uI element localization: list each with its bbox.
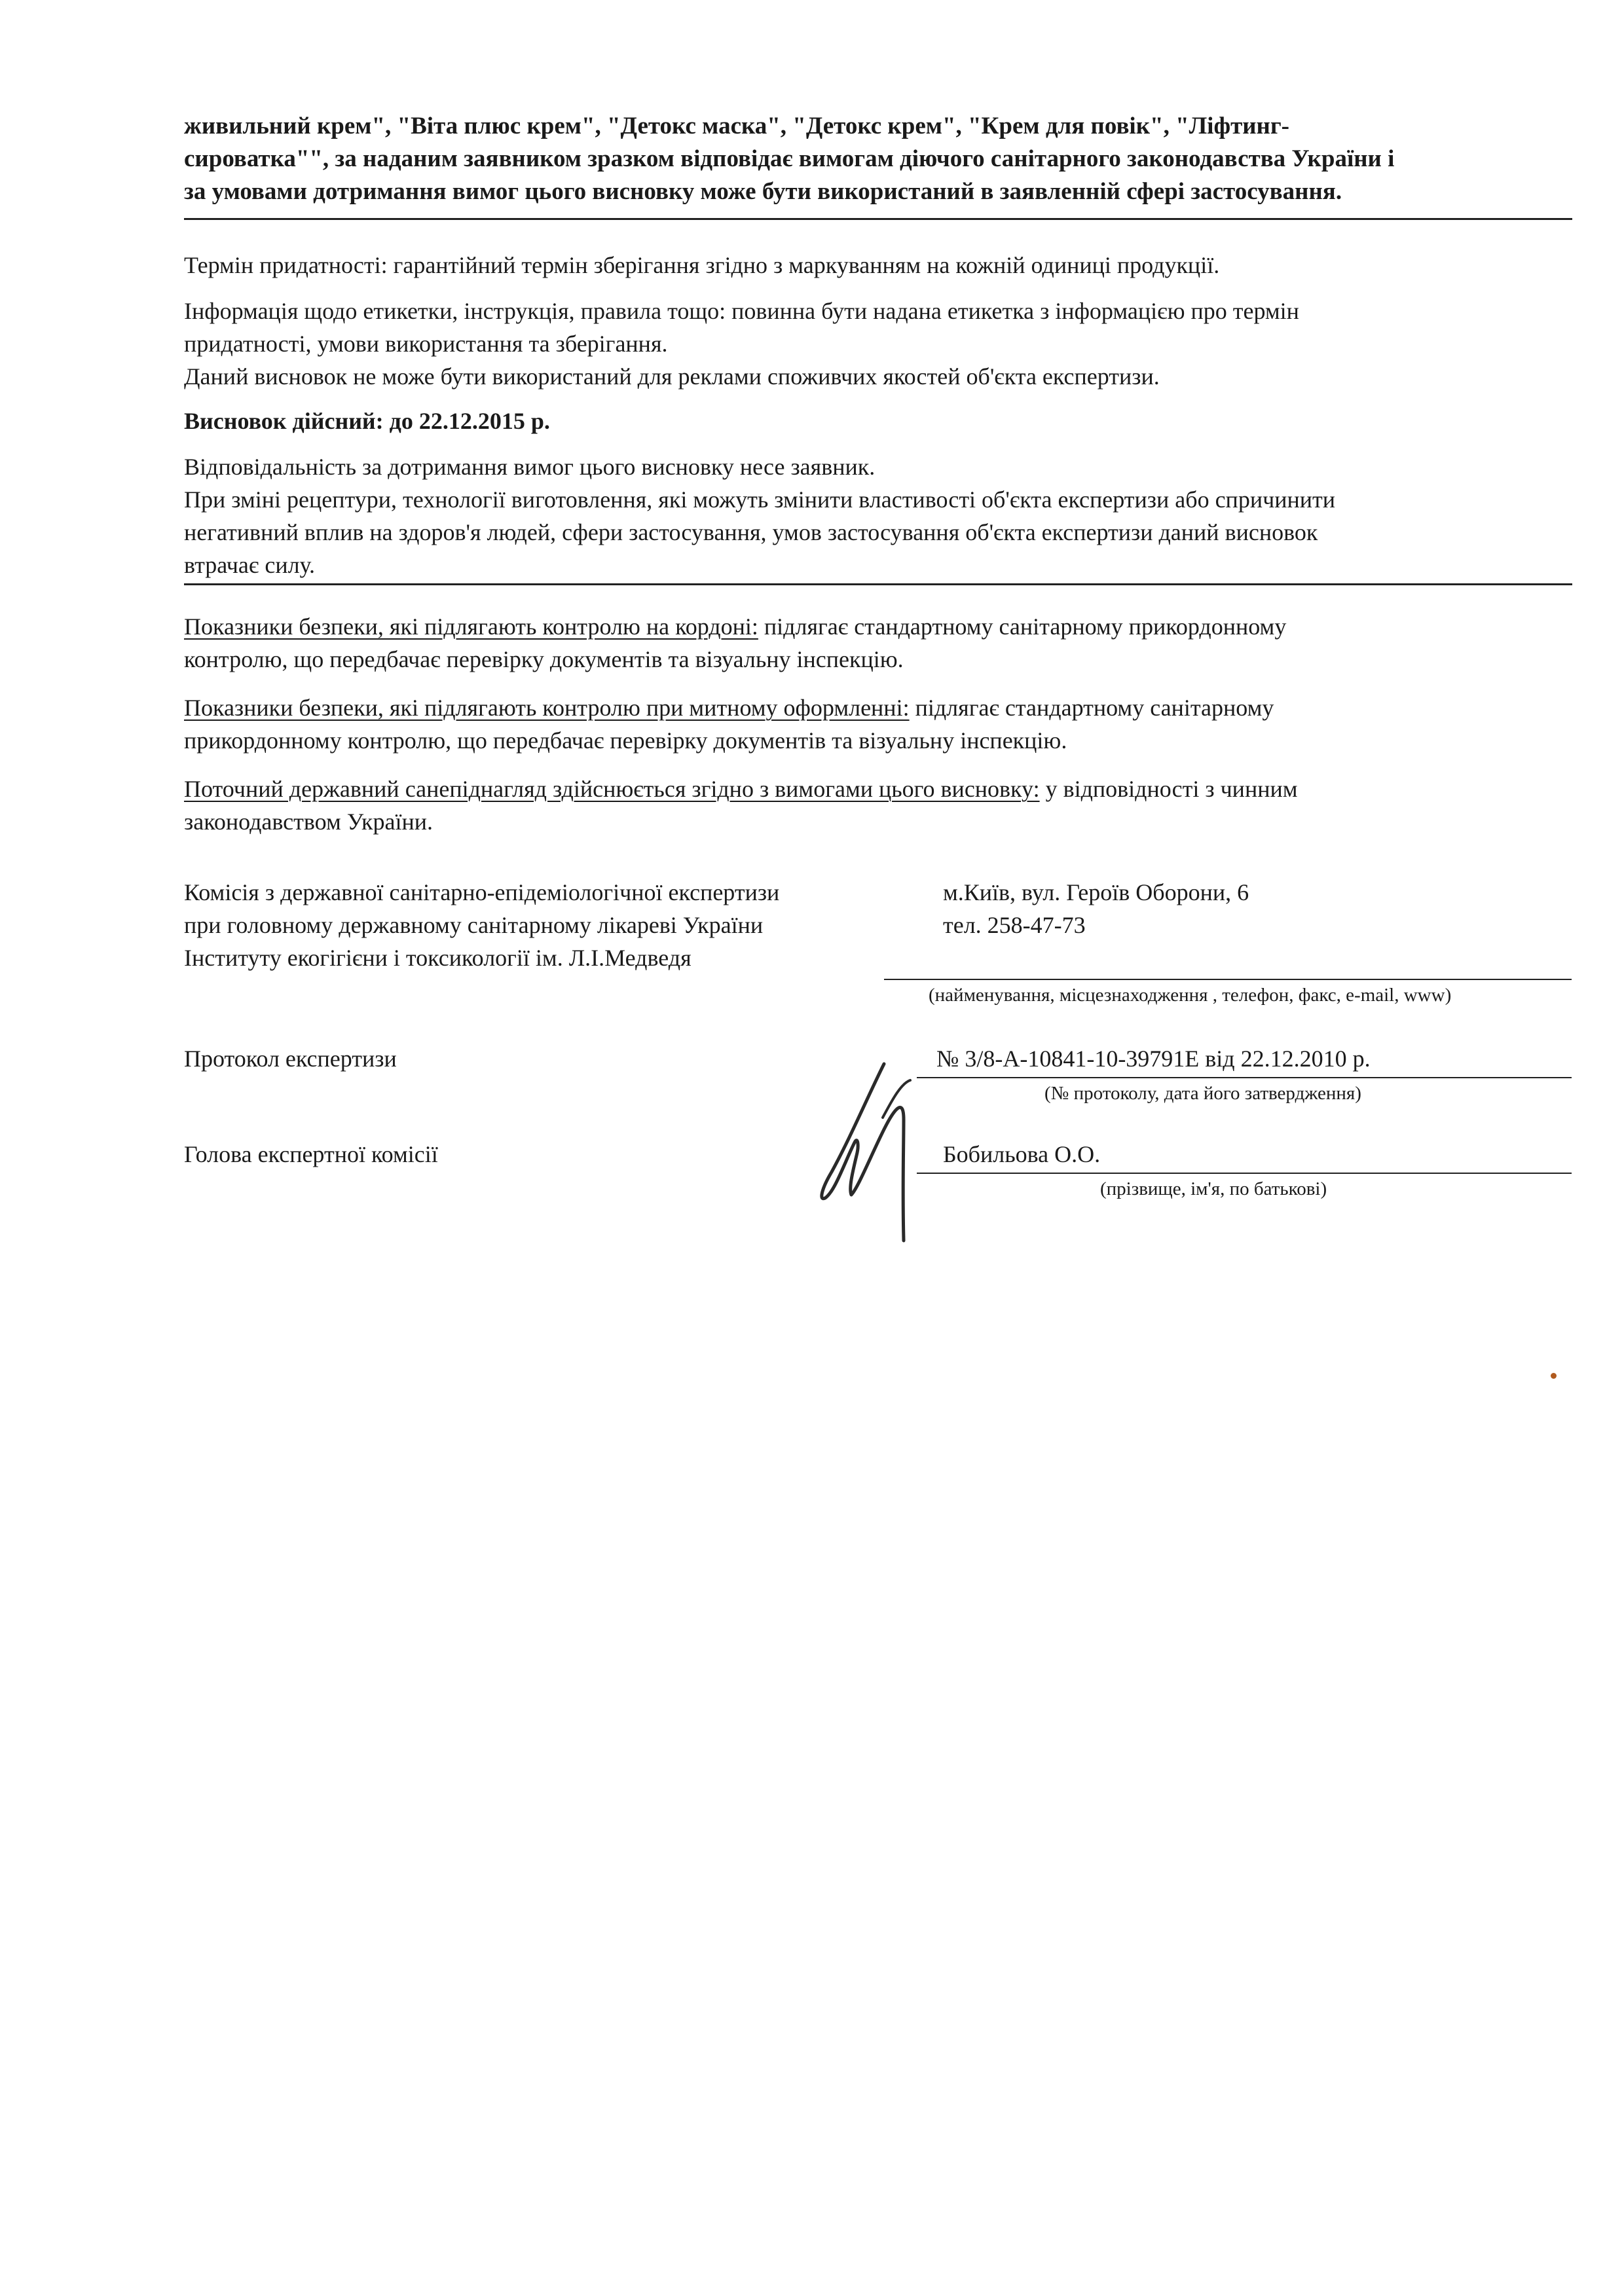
label-info-line: Даний висновок не може бути використаний для реклами споживчих якостей об'єкта експертизи. bbox=[184, 363, 1160, 390]
commission-phone: тел. 258-47-73 bbox=[943, 912, 1086, 938]
protocol-underline bbox=[917, 1077, 1572, 1078]
responsibility-line: втрачає силу. bbox=[184, 552, 315, 578]
commission-name bbox=[184, 876, 779, 974]
commission-caption: (найменування, місцезнаходження , телефон, факс, e-mail, www) bbox=[929, 985, 1452, 1006]
border-control-paragraph bbox=[184, 610, 1572, 676]
customs-control-label: Показники безпеки, які підлягають контролю при митному оформленні: bbox=[184, 695, 910, 721]
customs-control-paragraph bbox=[184, 691, 1572, 757]
border-control-text: підлягає стандартному санітарному прикордонному bbox=[758, 613, 1287, 640]
protocol-value: № 3/8-А-10841-10-39791Е від 22.12.2010 р. bbox=[936, 1046, 1371, 1072]
conclusion-paragraph bbox=[184, 110, 1572, 208]
divider bbox=[184, 218, 1572, 220]
customs-control-text: прикордонному контролю, що передбачає перевірку документів та візуальну інспекцію. bbox=[184, 727, 1067, 754]
validity-paragraph bbox=[184, 405, 1572, 437]
commission-line: Інституту екогігієни і токсикології ім. Л.І.Медведя bbox=[184, 945, 692, 971]
responsibility-line: Відповідальність за дотримання вимог цього висновку несе заявник. bbox=[184, 454, 876, 480]
shelf-life-paragraph bbox=[184, 249, 1572, 282]
border-control-label: Показники безпеки, які підлягають контролю на кордоні: bbox=[184, 613, 758, 640]
divider bbox=[184, 583, 1572, 585]
signature bbox=[805, 1057, 950, 1254]
protocol-caption: (№ протоколу, дата його затвердження) bbox=[1044, 1083, 1361, 1104]
border-control-text: контролю, що передбачає перевірку документів та візуальну інспекцію. bbox=[184, 646, 904, 672]
chair-name: Бобильова О.О. bbox=[943, 1141, 1101, 1167]
label-info-paragraph bbox=[184, 295, 1572, 393]
supervision-label: Поточний державний санепіднагляд здійснюється згідно з вимогами цього висновку: bbox=[184, 776, 1040, 802]
responsibility-line: При зміні рецептури, технології виготовлення, які можуть змінити властивості об'єкта експертизи або спричинити bbox=[184, 486, 1335, 513]
shelf-life-text: Термін придатності: гарантійний термін зберігання згідно з маркуванням на кожній одиниці продукції. bbox=[184, 252, 1220, 278]
supervision-paragraph bbox=[184, 773, 1572, 838]
chair-underline bbox=[917, 1173, 1572, 1174]
validity-text: Висновок дійсний: до 22.12.2015 р. bbox=[184, 408, 550, 434]
supervision-text: у відповідності з чинним bbox=[1039, 776, 1298, 802]
commission-address-line: м.Київ, вул. Героїв Оборони, 6 bbox=[943, 879, 1249, 905]
responsibility-line: негативний вплив на здоров'я людей, сфери застосування, умов застосування об'єкта експертизи даний висновок bbox=[184, 519, 1318, 545]
commission-line: при головному державному санітарному лікареві України bbox=[184, 912, 764, 938]
supervision-text: законодавством України. bbox=[184, 809, 434, 835]
commission-underline bbox=[884, 979, 1572, 980]
conclusion-line: сироватка"", за наданим заявником зразком відповідає вимогам діючого санітарного законодавства України і bbox=[184, 145, 1395, 172]
protocol-label: Протокол експертизи bbox=[184, 1046, 397, 1072]
conclusion-line: живильний крем", "Віта плюс крем", "Детокс маска", "Детокс крем", "Крем для повік", "Ліфтинг- bbox=[184, 113, 1289, 139]
commission-address bbox=[943, 876, 1249, 941]
stray-mark bbox=[1551, 1373, 1557, 1379]
commission-line: Комісія з державної санітарно-епідеміологічної експертизи bbox=[184, 879, 780, 905]
responsibility-paragraph bbox=[184, 450, 1572, 581]
label-info-line: придатності, умови використання та зберігання. bbox=[184, 331, 668, 357]
customs-control-text: підлягає стандартному санітарному bbox=[909, 695, 1274, 721]
chair-label: Голова експертної комісії bbox=[184, 1141, 438, 1167]
conclusion-line: за умовами дотримання вимог цього висновку може бути використаний в заявленній сфері застосування. bbox=[184, 178, 1342, 205]
label-info-line: Інформація щодо етикетки, інструкція, правила тощо: повинна бути надана етикетка з інформацією про термін bbox=[184, 298, 1299, 324]
chair-caption: (прізвище, ім'я, по батькові) bbox=[1100, 1178, 1327, 1199]
